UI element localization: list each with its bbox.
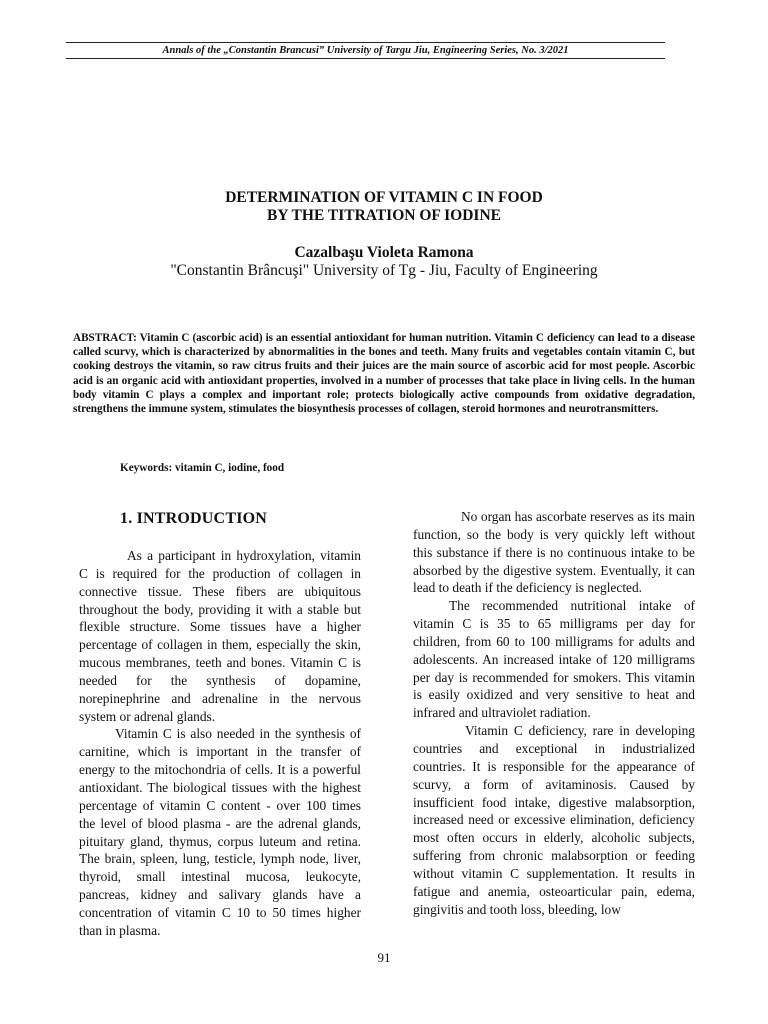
paragraph: The recommended nutritional intake of vitamin C is 35 to 65 milligrams per day for children, from 60 to 100 milligrams for adults and adolescents. An increased intake of 120 milligrams per day is recommended for smokers. This vitamin is easily oxidized and very sensitive to heat and infrared and ultraviolet radiation.	[413, 598, 695, 721]
body-column-left	[79, 547, 361, 940]
paragraph: Vitamin C deficiency, rare in developing countries and exceptional in industrialized countries. It is responsible for the appearance of scurvy, a form of avitaminosis. Caused by insufficient food intake, digestive malabsorption, increased need or excessive elimination, deficiency most often occurs in elderly, alcoholic subjects, suffering from chronic malabsorption or feeding without vitamin C supplementation. It results in fatigue and anemia, osteoarticular pain, edema, gingivitis and tooth loss, bleeding, low	[413, 723, 695, 917]
keywords: Keywords: vitamin C, iodine, food	[120, 462, 285, 474]
title-line-2: BY THE TITRATION OF IODINE	[267, 207, 501, 224]
section-heading-introduction: 1. INTRODUCTION	[120, 510, 268, 527]
header-bottom-rule	[66, 58, 665, 59]
body-column-right	[413, 508, 695, 918]
abstract: ABSTRACT: Vitamin C (ascorbic acid) is an essential antioxidant for human nutrition. Vitamin C deficiency can lead to a disease called scurvy, which is characterized by abnormalities in the bones and teeth. Many fruits and vegetables contain vitamin C, but cooking destroys the vitamin, so raw citrus fruits and their juices are the main source of ascorbic acid for most people. Ascorbic acid is an organic acid with antioxidant properties, involved in a number of processes that take place in living cells. In the human body vitamin C plays a complex and important role; protects biologically active compounds from oxidative degradation, strengthens the immune system, stimulates the biosynthesis processes of collagen, steroid hormones and neurotransmitters.	[73, 332, 695, 416]
paragraph: No organ has ascorbate reserves as its main function, so the body is very quickly left without this substance if there is no continuous intake to be absorbed by the digestive system. Eventually, it can lead to death if the deficiency is neglected.	[413, 509, 695, 596]
paper-title	[66, 189, 702, 225]
author-affiliation: "Constantin Brâncuşi" University of Tg - Jiu, Faculty of Engineering	[170, 262, 598, 279]
title-line-1: DETERMINATION OF VITAMIN C IN FOOD	[225, 189, 543, 206]
header-top-rule	[66, 42, 665, 43]
paragraph: Vitamin C is also needed in the synthesis of carnitine, which is important in the transfer of energy to the mitochondria of cells. It is a powerful antioxidant. The biological tissues with the highest percentage of vitamin C content - over 100 times the level of blood plasma - are the adrenal glands, pituitary gland, thymus, corpus luteum and retina. The brain, spleen, lung, testicle, lymph node, liver, thyroid, small intestinal mucosa, leukocyte, pancreas, kidney and salivary glands have a concentration of vitamin C 10 to 50 times higher than in plasma.	[79, 726, 361, 938]
journal-header: Annals of the „Constantin Brancusi” University of Targu Jiu, Engineering Series, No. 3/2021	[162, 45, 569, 56]
paragraph: As a participant in hydroxylation, vitamin C is required for the production of collagen in connective tissue. These fibers are ubiquitous throughout the body, providing it with a stable but flexible structure. Some tissues have a higher percentage of collagen in them, especially the skin, mucous membranes, teeth and bones. Vitamin C is needed for the synthesis of dopamine, norepinephrine and adrenaline in the nervous system or adrenal glands.	[79, 548, 361, 724]
author-name: Cazalbaşu Violeta Ramona	[294, 244, 474, 261]
page-number: 91	[377, 950, 391, 965]
